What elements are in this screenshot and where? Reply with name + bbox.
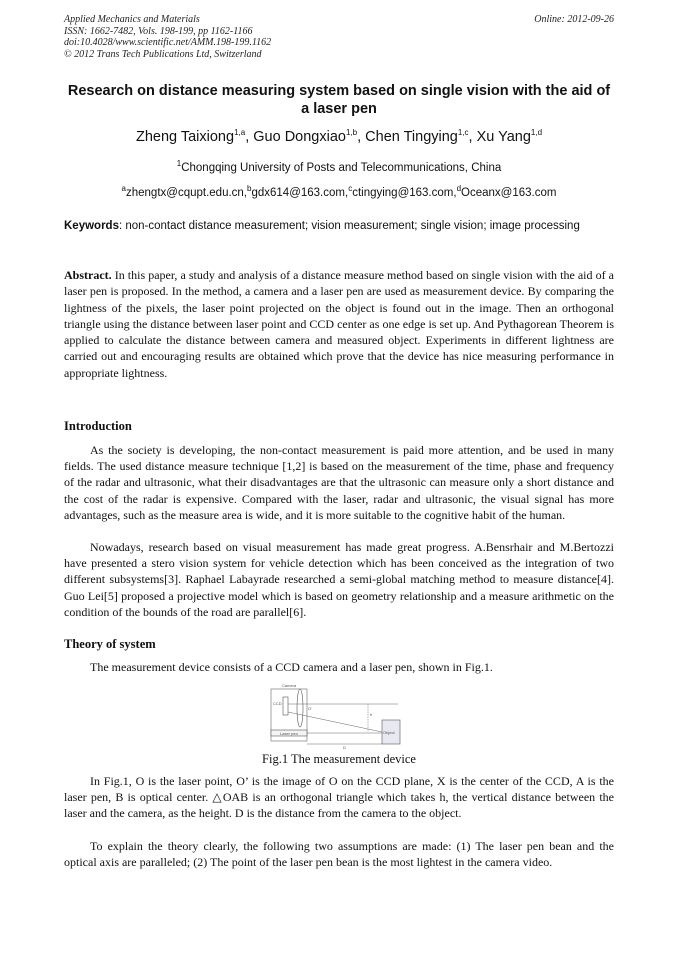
author-list: Zheng Taixiong$^{1,a}$, Guo Dongxiao$^{1,b}$, Chen Tingying$^{1,c}$, Xu Yang$^{1,d}$ xyxy=(135,128,543,145)
keywords xyxy=(64,219,614,233)
camera-lens xyxy=(297,689,303,727)
paper-title: Research on distance measuring system based on single vision with the aid of a laser pen xyxy=(67,83,611,117)
author-name: Zheng Taixiong xyxy=(135,128,235,145)
email-sup: b xyxy=(247,184,252,193)
running-header xyxy=(64,14,614,60)
author-sup: 1,a xyxy=(234,128,246,137)
email-sup: d xyxy=(456,184,462,193)
figure-label-d: D xyxy=(343,745,346,750)
theory-paragraph-1: The measurement device consists of a CCD camera and a laser pen, shown in Fig.1. xyxy=(90,660,493,674)
ccd-plane xyxy=(283,697,288,715)
author-sup: 1,c xyxy=(457,128,469,137)
abstract xyxy=(64,267,614,381)
figure-label-camera: Camera xyxy=(282,683,297,688)
affiliation-sup: 1 xyxy=(176,159,182,168)
intro-paragraph-1: As the society is developing, the non-contact measurement is paid more attention, and be used in many fields. The used distance measure technique [1,2] is based on the measurement of the time, phase and frequency of the radar and ultrasonic, what their disadvantages are that the ultrasonic can measure only a short distance and the cost of the radar is expensive. Compared with the laser, radar and ultrasonic, the visual signal has more advantages, such as the measure area is wide, and it is more suitable to the cognitive habit of the human. xyxy=(64,443,614,522)
intro-paragraph-2: Nowadays, research based on visual measurement has made great progress. A.Bensrhair and M.Bertozzi have presented a stero vision system for vehicle detection which has been conceived as the integration of two different subsystems[3]. Raphael Labayrade researched a semi-global matching method to measure distance[4]. Guo Lei[5] proposed a projective model which is based on geometry relationship and a measure arithmetic on the condition of the bounds of the road are parallel[6]. xyxy=(64,540,614,619)
figure-label-h: h xyxy=(370,712,373,717)
affiliation-text: Chongqing University of Posts and Telecommunications, China xyxy=(181,161,502,174)
abstract-text: In this paper, a study and analysis of a distance measure method based on single vision with the aid of a laser pen is proposed. In the method, a camera and a laser pen are used as measurement device. By comparing the lightness of the pixels, the laser point projected on the object is found out in the image. Then an orthogonal triangle using the distance between laser point and CCD center as one edge is set up. And Pythagorean Theorem is applied to calculate the distance between camera and measured object. Experiments in different lightness are carried out and encouraging results are obtained which prove that the device has nice measuring performance in appropriate lightness. xyxy=(64,268,614,380)
author-sup: 1,d xyxy=(530,128,543,137)
email-sup: c xyxy=(348,184,353,193)
online-date: Online: 2012-09-26 xyxy=(534,14,614,25)
author-name: Guo Dongxiao xyxy=(253,128,346,145)
measurement-device-figure xyxy=(270,680,402,750)
section-heading-theory: Theory of system xyxy=(64,637,156,651)
author-name: Xu Yang xyxy=(476,128,531,145)
issn: ISSN: 1662-7482, Vols. 198-199, pp 1162-1166 xyxy=(64,25,253,37)
author-sup: 1,b xyxy=(345,128,358,137)
abstract-label: Abstract. xyxy=(64,268,112,282)
figure-label-o-prime: O' xyxy=(308,706,312,711)
figure-label-object: Object xyxy=(383,730,395,735)
keywords-text: : non-contact distance measurement; vision measurement; single vision; image processing xyxy=(118,220,580,232)
theory-paragraph-3: To explain the theory clearly, the following two assumptions are made: (1) The laser pen bean and the optical axis are paralleled; (2) The point of the laser pen bean is the most lightest in the camera video. xyxy=(64,839,614,870)
figure-label-ccd: CCD xyxy=(273,701,282,706)
email-link[interactable]: gdx614@163.com, xyxy=(251,186,349,199)
email-list xyxy=(64,184,614,199)
email-link[interactable]: ctingying@163.com, xyxy=(352,186,457,199)
doi: doi:10.4028/www.scientific.net/AMM.198-199.1162 xyxy=(64,37,272,48)
keywords-label: Keywords xyxy=(64,220,119,232)
email-link[interactable]: Oceanx@163.com xyxy=(461,186,557,199)
journal-name: Applied Mechanics and Materials xyxy=(64,14,200,25)
author-name: Chen Tingying xyxy=(365,128,458,145)
email-sup: a xyxy=(121,184,126,193)
figure-label-laser: Laser pen xyxy=(280,731,298,736)
email-link[interactable]: zhengtx@cqupt.edu.cn, xyxy=(126,186,248,199)
affiliation xyxy=(64,159,614,174)
copyright: © 2012 Trans Tech Publications Ltd, Switzerland xyxy=(64,48,262,60)
figure-caption: Fig.1 The measurement device xyxy=(262,752,416,766)
section-heading-introduction: Introduction xyxy=(64,419,132,433)
theory-paragraph-2: In Fig.1, O is the laser point, O’ is the image of O on the CCD plane, X is the center of the CCD, A is the laser pen, B is optical center. △OAB is an orthogonal triangle which takes h, the vertical distance between the laser and the camera, as the height. D is the distance from the camera to the object. xyxy=(64,774,614,821)
